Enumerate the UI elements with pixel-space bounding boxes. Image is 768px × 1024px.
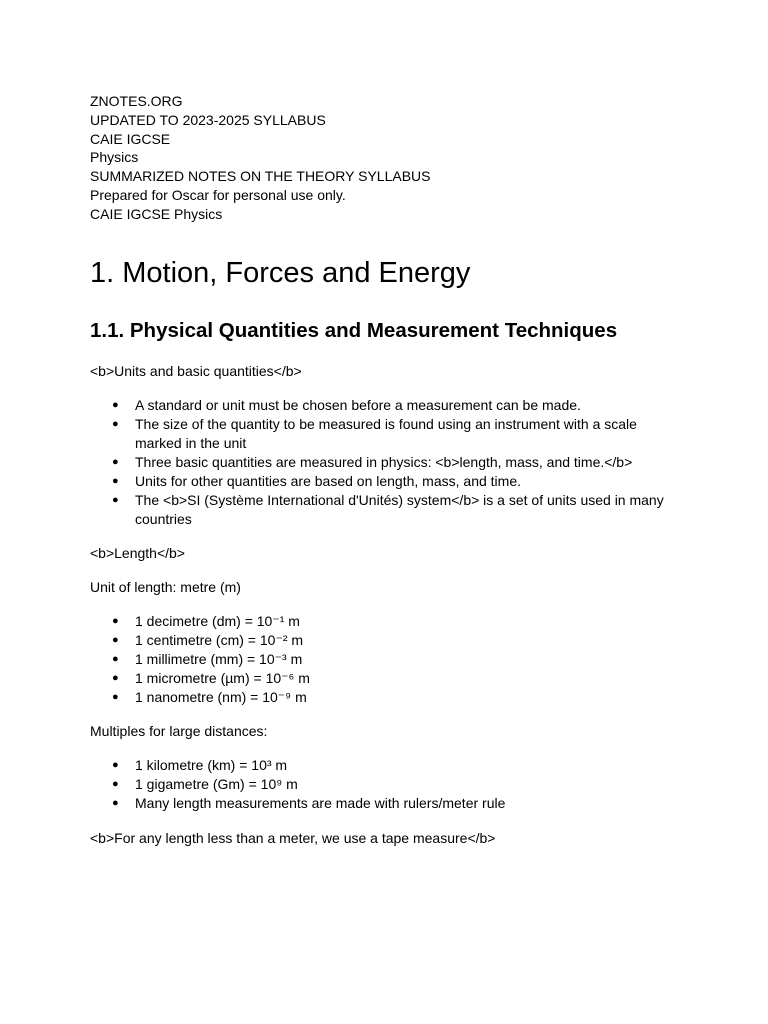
header-line: Physics [90,149,139,166]
units-bullet-list [90,396,680,529]
list-item: ● 1 centimetre (cm) = 10⁻² m [90,631,680,650]
multiples-bullet-list [90,756,680,813]
length-bullet-list [90,612,680,707]
list-item: ● Units for other quantities are based on length, mass, and time. [90,472,680,491]
header-line: Prepared for Oscar for personal use only. [90,186,346,203]
list-item: ● 1 gigametre (Gm) = 10⁹ m [90,775,680,794]
closing-note: <b>For any length less than a meter, we use a tape measure</b> [90,830,496,846]
list-item: ● The <b>SI (Système International d'Unités) system</b> is a set of units used in many countries [90,491,680,529]
list-item: ● 1 kilometre (km) = 10³ m [90,756,680,775]
list-item: ● Many length measurements are made with rulers/meter rule [90,794,680,813]
header-line: CAIE IGCSE [90,130,171,147]
list-item: ● A standard or unit must be chosen before a measurement can be made. [90,396,680,415]
list-item: ● Three basic quantities are measured in physics: <b>length, mass, and time.</b> [90,453,680,472]
header-line: UPDATED TO 2023-2025 SYLLABUS [90,111,326,128]
chapter-heading: 1. Motion, Forces and Energy [90,257,471,289]
document-header [90,92,430,224]
multiples-title: Multiples for large distances: [90,723,268,739]
length-unit-text: Unit of length: metre (m) [90,579,241,595]
section-heading: 1.1. Physical Quantities and Measurement Techniques [90,319,618,342]
list-item: ● 1 decimetre (dm) = 10⁻¹ m [90,612,680,631]
units-title: <b>Units and basic quantities</b> [90,363,302,379]
header-line: ZNOTES.ORG [90,93,183,109]
list-item: ● 1 nanometre (nm) = 10⁻⁹ m [90,688,680,707]
header-line: CAIE IGCSE Physics [90,205,223,222]
header-line: SUMMARIZED NOTES ON THE THEORY SYLLABUS [90,168,431,185]
length-title: <b>Length</b> [90,545,185,561]
list-item: ● 1 millimetre (mm) = 10⁻³ m [90,650,680,669]
list-item: ● 1 micrometre (µm) = 10⁻⁶ m [90,669,680,688]
list-item: ● The size of the quantity to be measured is found using an instrument with a scale marked in the unit [90,415,680,453]
